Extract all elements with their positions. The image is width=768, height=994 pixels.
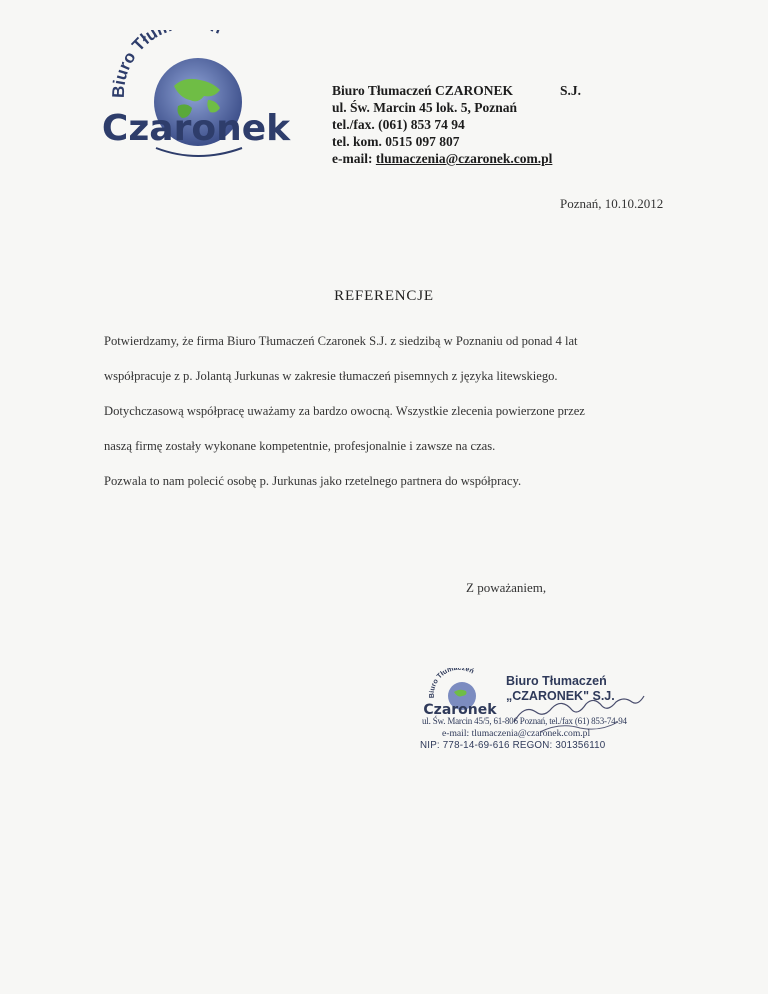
stamp-ids: NIP: 778-14-69-616 REGON: 301356110 (420, 740, 606, 751)
body-line: Potwierdzamy, że firma Biuro Tłumaczeń Czaronek S.J. z siedzibą w Poznaniu od ponad 4 lat (104, 334, 578, 348)
stamp-email: e-mail: tlumaczenia@czaronek.com.pl (442, 728, 591, 739)
company-name: Biuro Tłumaczeń CZARONEK (332, 83, 514, 98)
company-stamp (420, 668, 660, 768)
closing-phrase: Z poważaniem, (466, 580, 547, 595)
document-title: REFERENCJE (334, 288, 434, 304)
email-label: e-mail: (332, 151, 373, 166)
legal-form: S.J. (560, 83, 582, 98)
logo-arc-text: Biuro Tłu (108, 30, 161, 99)
body-line: Dotychczasową współpracę uważamy za bardzo owocną. Wszystkie zlecenia powierzone przez (104, 404, 585, 418)
company-logo (96, 30, 296, 160)
stamp-name-line2: „CZARONEK" S.J. (506, 689, 615, 703)
czaronek-logo-graphic (96, 30, 296, 160)
letterhead-contact (332, 82, 652, 167)
email-link[interactable]: tlumaczenia@czaronek.com.pl (375, 151, 553, 166)
stamp-address: ul. Św. Marcin 45/5, 61-806 Poznań, tel./fax (61) 853-74-94 (422, 716, 627, 726)
company-mobile: tel. kom. 0515 097 807 (332, 134, 460, 149)
stamp-logo-arc: Biuro Tłumaczeń (428, 668, 475, 699)
company-phone: tel./fax. (061) 853 74 94 (332, 117, 465, 132)
letter-body (104, 324, 684, 499)
letter-date: Poznań, 10.10.2012 (560, 196, 664, 211)
body-line: Pozwala to nam polecić osobę p. Jurkunas jako rzetelnego partnera do współpracy. (104, 474, 522, 488)
stamp-company-name (506, 674, 656, 704)
body-line: współpracuje z p. Jolantą Jurkunas w zakresie tłumaczeń pisemnych z języka litewskiego. (104, 369, 558, 383)
stamp-name-line1: Biuro Tłumaczeń (506, 674, 607, 688)
company-address: ul. Św. Marcin 45 lok. 5, Poznań (332, 100, 518, 115)
stamp-logo-brand: Czaronek (423, 702, 497, 718)
logo-brand-text: Czaronek (101, 108, 291, 149)
stamp-logo (420, 668, 510, 720)
body-line: naszą firmę zostały wykonane kompetentnie, profesjonalnie i zawsze na czas. (104, 439, 496, 453)
